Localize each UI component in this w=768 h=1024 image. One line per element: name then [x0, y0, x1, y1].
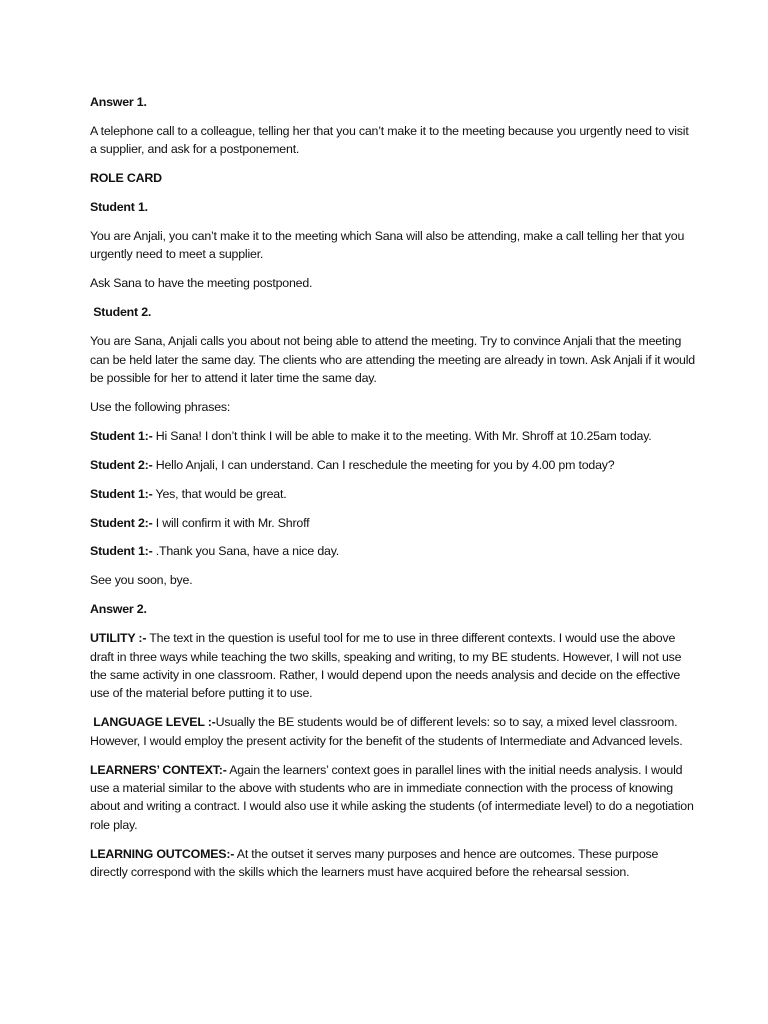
dialogue-text: Hello Anjali, I can understand. Can I reschedule the meeting for you by 4.00 pm today?	[152, 457, 615, 472]
paragraph-language-level	[90, 713, 698, 750]
paragraph-sana-role	[90, 332, 698, 387]
paragraph-text: At the outset it serves many purposes and hence are outcomes. These purpose directly correspond with the skills which the learners must have acquired before the rehearsal session.	[90, 846, 659, 880]
dialogue-line	[90, 514, 698, 532]
speaker-label: Student 1:-	[90, 428, 153, 443]
dialogue-line	[90, 427, 698, 445]
paragraph-text: The text in the question is useful tool for me to use in three different contexts. I would use the above draft in three ways while teaching the two skills, speaking and writing, to my BE students. However, I will not use the same activity in one classroom. Rather, I would depend upon the needs analysis and decide on the effective use of the material before putting it to use.	[90, 631, 682, 701]
dialogue-text: I will confirm it with Mr. Shroff	[152, 515, 310, 530]
paragraph-text: You are Sana, Anjali calls you about not being able to attend the meeting. Try to convince Anjali that the meeting can be held later the same day. The clients who are attending the meeting are already in town. Ask Anjali if it would be possible for her to attend it later time the same day.	[90, 334, 695, 385]
paragraph-label: Student 2.	[90, 305, 152, 320]
paragraph-label: Answer 2.	[90, 602, 147, 617]
paragraph-text: Usually the BE students would be of different levels: so to say, a mixed level classroom. However, I would employ the present activity for the benefit of the students of Intermediate and Advanced levels.	[90, 715, 683, 748]
heading-answer-1	[90, 93, 698, 111]
paragraph-label: ROLE CARD	[90, 171, 162, 186]
paragraph-anjali-role	[90, 227, 698, 264]
paragraph-text: Ask Sana to have the meeting postponed.	[90, 276, 313, 291]
paragraph-text: You are Anjali, you can’t make it to the meeting which Sana will also be attending, make a call telling her that you urgently need to meet a supplier.	[90, 229, 685, 262]
section-label: LEARNERS’ CONTEXT:-	[90, 762, 227, 777]
dialogue-text: See you soon, bye.	[90, 573, 193, 588]
paragraph-label: Student 1.	[90, 200, 148, 215]
dialogue-line	[90, 571, 698, 589]
paragraph-text: A telephone call to a colleague, telling her that you can’t make it to the meeting because you urgently need to visit a supplier, and ask for a postponement.	[90, 123, 689, 157]
heading-role-card	[90, 169, 698, 187]
speaker-label: Student 1:-	[90, 544, 153, 559]
dialogue-line	[90, 485, 698, 503]
speaker-label: Student 2:-	[90, 515, 153, 530]
section-label: LEARNING OUTCOMES:-	[90, 846, 235, 861]
dialogue-line	[90, 456, 698, 474]
paragraph-learners-context	[90, 761, 698, 835]
speaker-label: Student 2:-	[90, 457, 153, 472]
section-label: UTILITY :-	[90, 631, 147, 646]
paragraph-text: Again the learners’ context goes in parallel lines with the initial needs analysis. I would use a material similar to the above with students who are in immediate connection with the process of knowing about and writing a contract. I would also use it while asking the students (of intermediate level) to do a negotiation role play.	[90, 762, 694, 832]
dialogue-text: Hi Sana! I don’t think I will be able to make it to the meeting. With Mr. Shroff at 10.25am today.	[152, 428, 652, 443]
heading-answer-2	[90, 600, 698, 618]
paragraph-label: Answer 1.	[90, 95, 147, 109]
speaker-label: Student 1:-	[90, 486, 153, 501]
dialogue-text: Yes, that would be great.	[152, 486, 287, 501]
paragraph-utility	[90, 629, 698, 703]
dialogue-line	[90, 542, 698, 560]
paragraph-learning-outcomes	[90, 845, 698, 882]
paragraph-text: Use the following phrases:	[90, 399, 231, 414]
paragraph-ask-sana	[90, 274, 698, 292]
paragraph-phrases-intro	[90, 398, 698, 416]
section-label: LANGUAGE LEVEL :-	[90, 715, 216, 730]
heading-student-1	[90, 198, 698, 216]
paragraph-task	[90, 122, 698, 159]
dialogue-text: .Thank you Sana, have a nice day.	[152, 544, 340, 559]
heading-student-2	[90, 303, 698, 321]
